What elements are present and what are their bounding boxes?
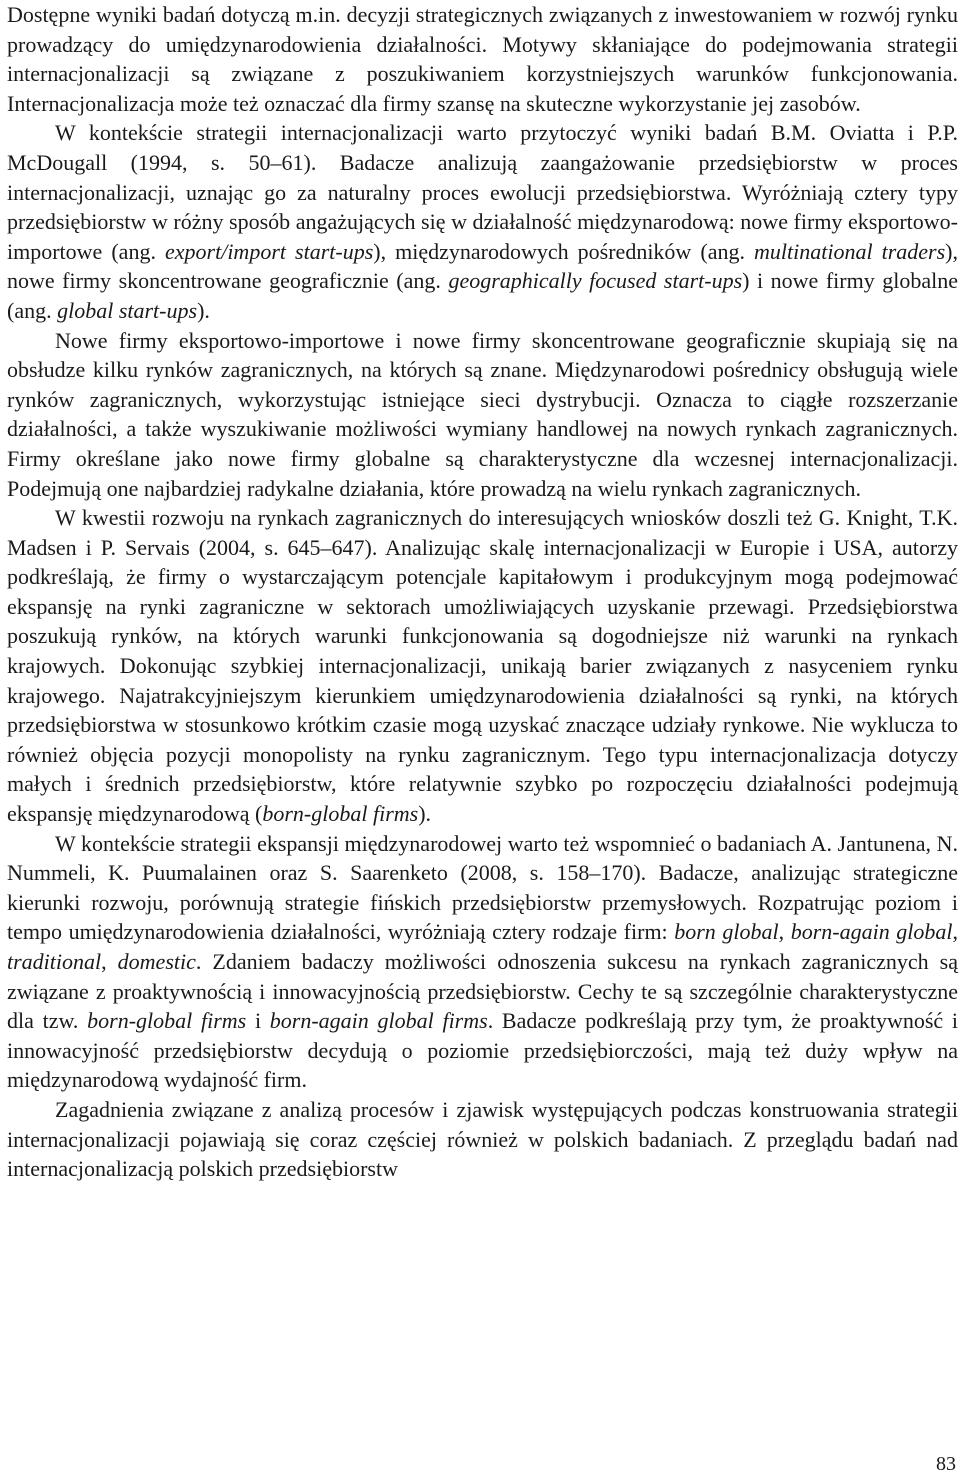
italic-term: born-again global xyxy=(790,919,953,945)
italic-term: multinational traders xyxy=(754,238,946,264)
paragraph xyxy=(7,829,958,1095)
text-run: . Badacze podkreślają przy tym, że proaktywność i innowacyjność przedsiębiorstw decydują o poziomie przedsiębiorczości, mają też duży wpływ na międzynarodową wydajność firm. xyxy=(7,1008,959,1093)
paragraph xyxy=(7,1095,958,1184)
text-run: Zagadnienia związane z analizą procesów i zjawisk występujących podczas konstruowania strategii internacjonalizacji pojawiają się coraz częściej również w polskich badaniach. Z przeglądu badań nad internacjonalizacją polskich przedsiębiorstw xyxy=(7,1096,958,1182)
italic-term: born-global firms xyxy=(87,1008,247,1034)
text-run: ) i nowe firmy globalne (ang. xyxy=(7,268,958,323)
text-run: W kontekście strategii internacjonalizacji warto przytoczyć wyniki badań B.M. Oviatta i P.P. McDougall (1994, s. 50–61). Badacze analizują zaangażowanie przedsiębiorstw w proces internacjonalizacji, uznając go za naturalny proces ewolucji przedsiębiorstwa. Wyróżniają cztery typy przedsiębiorstw w różny sposób angażujących się w działalność międzynarodową: nowe firmy eksportowo-importowe (ang. xyxy=(7,120,958,264)
italic-term: born-again global firms xyxy=(269,1008,488,1034)
text-run: ). xyxy=(197,297,210,323)
text-run: i xyxy=(246,1008,270,1034)
italic-term: geographically focused start-ups xyxy=(448,268,743,294)
page-number: 83 xyxy=(936,1453,956,1475)
text-run: W kwestii rozwoju na rynkach zagranicznych do interesujących wniosków doszli też G. Knight, T.K. Madsen i P. Servais (2004, s. 645–647). Analizując skalę internacjonalizacji w Europie i USA, autorzy podkreślają, że firmy o wystarczającym potencjale kapitałowym i produkcyjnym mogą podejmować ekspansję na rynki zagraniczne w sektorach umożliwiających uzyskanie przewagi. Przedsiębiorstwa poszukują rynków, na których warunki funkcjonowania są dogodniejsze niż warunki na rynkach krajowych. Dokonując szybkiej internacjonalizacji, unikają barier związanych z nasyceniem rynku krajowego. Najatrakcyjniejszym kierunkiem umiędzynarodowienia działalności są rynki, na których przedsiębiorstwa w stosunkowo krótkim czasie mogą uzyskać znaczące udziały rynkowe. Nie wyklucza to również objęcia pozycji monopolisty na rynku zagranicznym. Tego typu internacjonalizacja dotyczy małych i średnich przedsiębiorstw, które relatywnie szybko po rozpoczęciu działalności podejmują ekspansję międzynarodową ( xyxy=(7,505,958,827)
text-run: Dostępne wyniki badań dotyczą m.in. decyzji strategicznych związanych z inwestowaniem w rozwój rynku prowadzący do umiędzynarodowienia działalności. Motywy skłaniające do podejmowania strategii internacjonalizacji są związane z poszukiwaniem korzystniejszych warunków funkcjonowania. Internacjonalizacja może też oznaczać dla firmy szansę na skuteczne wykorzystanie jej zasobów. xyxy=(7,2,958,116)
text-run: , xyxy=(101,949,118,974)
italic-term: export/import start-ups xyxy=(165,238,374,264)
text-run: . Zdaniem badaczy możliwości odnoszenia sukcesu na rynkach zagranicznych są związane z proaktywnością i innowacyjnością przedsiębiorstw. Cechy te są szczególnie charakterystyczne dla tzw. xyxy=(7,949,958,1034)
italic-term: born global xyxy=(674,919,779,945)
paragraph xyxy=(7,118,958,325)
paragraph xyxy=(7,326,958,504)
body-text xyxy=(7,0,958,1184)
text-run: , xyxy=(952,919,959,945)
italic-term: born-global firms xyxy=(262,801,419,827)
text-run: ). xyxy=(418,801,432,827)
italic-term: global start-ups xyxy=(57,297,198,323)
text-run: W kontekście strategii ekspansji międzynarodowej warto też wspomnieć o badaniach A. Jantunena, N. Nummeli, K. Puumalainen oraz S. Saarenketo (2008, s. 158–170). Badacze, analizując strategiczne kierunki rozwoju, porównują strategie fińskich przedsiębiorstw przemysłowych. Rozpatrując poziom i tempo umiędzynarodowienia działalności, wyróżniają cztery rodzaje firm: xyxy=(7,830,958,945)
italic-term: traditional xyxy=(7,949,102,974)
document-page xyxy=(7,0,958,1184)
text-run: Nowe firmy eksportowo-importowe i nowe firmy skoncentrowane geograficznie skupiają się na obsłudze kilku rynków zagranicznych, na których są znane. Międzynarodowi pośrednicy obsługują wiele rynków zagranicznych, wykorzystując istniejące sieci dystrybucji. Oznacza to ciągłe rozszerzanie działalności, a także wyszukiwanie możliwości wymiany handlowej na nowych rynkach zagranicznych. Firmy określane jako nowe firmy globalne są charakterystyczne dla wczesnej internacjonalizacji. Podejmują one najbardziej radykalne działania, które prowadzą na wielu rynkach zagranicznych. xyxy=(7,327,958,501)
text-run: ), międzynarodowych pośredników (ang. xyxy=(373,238,754,264)
italic-term: domestic xyxy=(117,949,196,974)
paragraph xyxy=(7,0,958,118)
paragraph xyxy=(7,503,958,829)
text-run: ), nowe firmy skoncentrowane geograficznie (ang. xyxy=(7,238,958,294)
text-run: , xyxy=(778,919,791,945)
